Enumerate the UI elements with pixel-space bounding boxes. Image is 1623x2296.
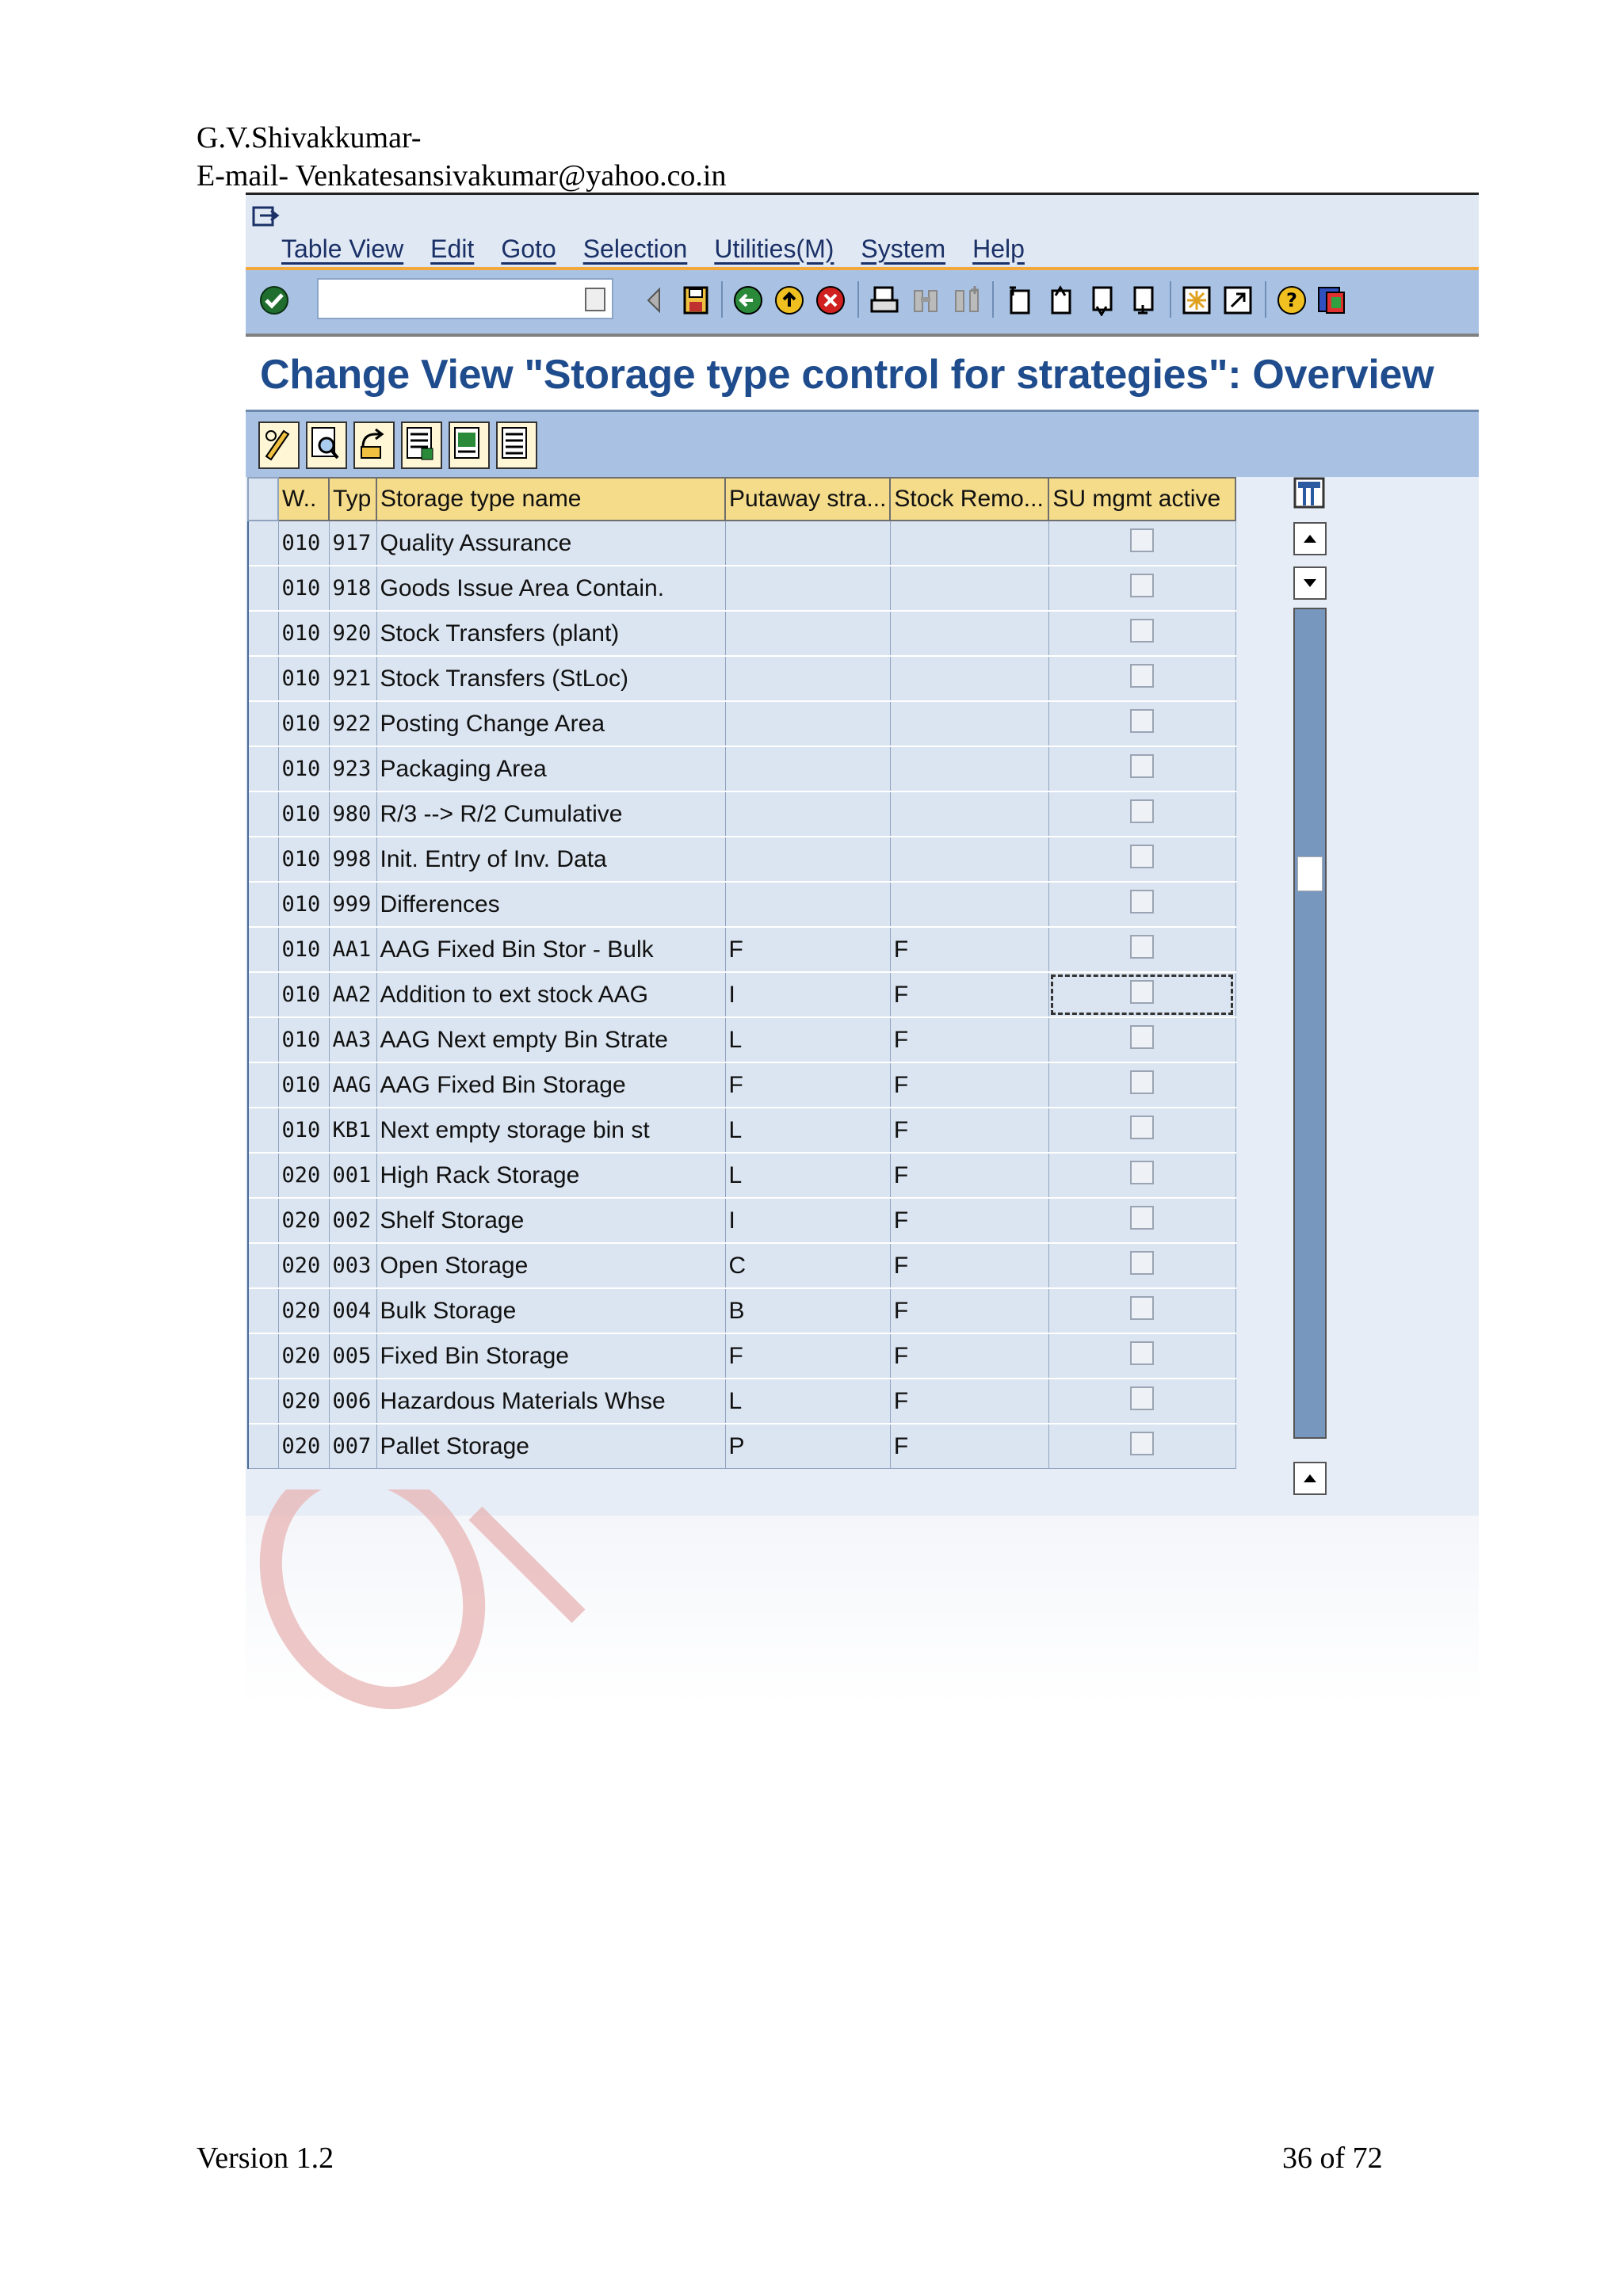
cell-stock-removal (890, 521, 1048, 566)
cell-storage-type: 005 (329, 1333, 376, 1379)
cell-putaway-strategy (725, 791, 890, 837)
row-selector[interactable] (248, 566, 278, 611)
cell-stock-removal: F (890, 1017, 1048, 1062)
previous-page-icon[interactable] (1044, 284, 1076, 316)
table-row[interactable] (248, 1062, 1235, 1108)
cell-warehouse: 010 (278, 882, 329, 927)
row-selector[interactable] (248, 1288, 278, 1333)
row-selector[interactable] (248, 1062, 278, 1108)
table-row[interactable] (248, 882, 1235, 927)
cell-su-mgmt-active[interactable] (1048, 972, 1235, 1017)
cell-warehouse: 010 (278, 1062, 329, 1108)
su-mgmt-checkbox[interactable] (1130, 935, 1154, 959)
table-row[interactable] (248, 746, 1235, 791)
cell-su-mgmt-active[interactable] (1048, 1062, 1235, 1108)
cell-su-mgmt-active[interactable] (1048, 1017, 1235, 1062)
cell-su-mgmt-active[interactable] (1048, 1424, 1235, 1469)
cell-warehouse: 010 (278, 566, 329, 611)
menu-bar (246, 195, 1479, 266)
su-mgmt-checkbox[interactable] (1130, 799, 1154, 823)
cell-putaway-strategy: F (725, 1333, 890, 1379)
email-line: E-mail- Venkatesansivakumar@yahoo.co.in (197, 159, 727, 193)
table-row[interactable] (248, 791, 1235, 837)
cell-storage-type-name: Quality Assurance (376, 521, 725, 566)
row-selector[interactable] (248, 837, 278, 882)
table-row[interactable] (248, 1288, 1235, 1333)
row-selector[interactable] (248, 1424, 278, 1469)
select-block-button[interactable] (449, 421, 490, 469)
cell-stock-removal: F (890, 1062, 1048, 1108)
cell-storage-type: 923 (329, 746, 376, 791)
row-selector[interactable] (248, 611, 278, 656)
cancel-icon[interactable] (815, 284, 846, 316)
table-row[interactable] (248, 1153, 1235, 1198)
help-icon[interactable] (1276, 284, 1308, 316)
layout-icon[interactable] (1316, 284, 1347, 316)
cell-storage-type-name: Posting Change Area (376, 701, 725, 746)
su-mgmt-checkbox[interactable] (1130, 574, 1154, 597)
cell-stock-removal: F (890, 1424, 1048, 1469)
su-mgmt-checkbox[interactable] (1130, 980, 1154, 1004)
next-page-icon[interactable] (1086, 284, 1117, 316)
cell-putaway-strategy: L (725, 1379, 890, 1424)
cell-storage-type-name: Addition to ext stock AAG (376, 972, 725, 1017)
page-title: Change View "Storage type control for strategies": Overview (260, 352, 1434, 398)
cell-storage-type: 007 (329, 1424, 376, 1469)
select-all-icon (403, 423, 437, 464)
cell-warehouse: 010 (278, 837, 329, 882)
table-control (246, 477, 1479, 1516)
version-label: Version 1.2 (197, 2142, 334, 2175)
menu-icon[interactable] (252, 204, 281, 230)
su-mgmt-checkbox[interactable] (1130, 1251, 1154, 1275)
cell-putaway-strategy: I (725, 972, 890, 1017)
row-selector[interactable] (248, 1108, 278, 1153)
cell-putaway-strategy: L (725, 1108, 890, 1153)
cell-su-mgmt-active[interactable] (1048, 837, 1235, 882)
display-change-button[interactable] (258, 421, 300, 469)
su-mgmt-checkbox[interactable] (1130, 1116, 1154, 1139)
cell-su-mgmt-active[interactable] (1048, 656, 1235, 701)
table-row[interactable] (248, 837, 1235, 882)
cell-stock-removal: F (890, 1288, 1048, 1333)
row-selector[interactable] (248, 1017, 278, 1062)
cell-storage-type-name: AAG Next empty Bin Strate (376, 1017, 725, 1062)
cell-putaway-strategy (725, 882, 890, 927)
cell-su-mgmt-active[interactable] (1048, 1243, 1235, 1288)
row-selector[interactable] (248, 972, 278, 1017)
cell-su-mgmt-active[interactable] (1048, 521, 1235, 566)
cell-storage-type: 001 (329, 1153, 376, 1198)
author-line: G.V.Shivakkumar- (197, 121, 422, 154)
cell-warehouse: 010 (278, 1017, 329, 1062)
menu-table-view[interactable]: Table View (281, 235, 404, 263)
su-mgmt-checkbox[interactable] (1130, 1161, 1154, 1184)
table-header-row (248, 478, 1235, 521)
cell-putaway-strategy: L (725, 1017, 890, 1062)
cell-stock-removal (890, 566, 1048, 611)
menu-selection[interactable]: Selection (582, 235, 688, 263)
cell-su-mgmt-active[interactable] (1048, 1333, 1235, 1379)
table-row[interactable] (248, 701, 1235, 746)
undo-button[interactable] (353, 421, 395, 469)
cell-storage-type-name: High Rack Storage (376, 1153, 725, 1198)
cell-storage-type-name: Fixed Bin Storage (376, 1333, 725, 1379)
cell-stock-removal: F (890, 1243, 1048, 1288)
cell-su-mgmt-active[interactable] (1048, 1379, 1235, 1424)
first-page-icon[interactable] (1003, 284, 1035, 316)
undo-icon (355, 423, 390, 464)
cell-su-mgmt-active[interactable] (1048, 791, 1235, 837)
select-all-rows-cell[interactable] (248, 478, 278, 521)
table-body (248, 521, 1235, 1469)
cell-storage-type-name: Packaging Area (376, 746, 725, 791)
cell-storage-type-name: Hazardous Materials Whse (376, 1379, 725, 1424)
su-mgmt-checkbox[interactable] (1130, 845, 1154, 868)
su-mgmt-checkbox[interactable] (1130, 1432, 1154, 1455)
table-row[interactable] (248, 656, 1235, 701)
table-row[interactable] (248, 1333, 1235, 1379)
cell-storage-type: KB1 (329, 1108, 376, 1153)
cell-storage-type-name: AAG Fixed Bin Stor - Bulk (376, 927, 725, 972)
command-history-icon[interactable] (585, 288, 605, 311)
table-row[interactable] (248, 1424, 1235, 1469)
magnifier-icon (307, 423, 342, 464)
table-row[interactable] (248, 972, 1235, 1017)
cell-putaway-strategy (725, 656, 890, 701)
cell-stock-removal: F (890, 1153, 1048, 1198)
cell-stock-removal: F (890, 972, 1048, 1017)
cell-storage-type: 003 (329, 1243, 376, 1288)
cell-putaway-strategy: I (725, 1198, 890, 1243)
menu-goto[interactable]: Goto (501, 235, 556, 263)
cell-su-mgmt-active[interactable] (1048, 1288, 1235, 1333)
cell-storage-type: 980 (329, 791, 376, 837)
cell-storage-type-name: Bulk Storage (376, 1288, 725, 1333)
cell-warehouse: 020 (278, 1333, 329, 1379)
cell-putaway-strategy: B (725, 1288, 890, 1333)
row-selector[interactable] (248, 1153, 278, 1198)
scroll-up-button[interactable] (1293, 522, 1327, 555)
col-header-stock-removal[interactable]: Stock Remo... (890, 478, 1048, 521)
sap-window (246, 193, 1479, 1516)
col-header-storage-type-name[interactable]: Storage type name (376, 478, 725, 521)
su-mgmt-checkbox[interactable] (1130, 1070, 1154, 1094)
table-row[interactable] (248, 521, 1235, 566)
cell-storage-type: AA1 (329, 927, 376, 972)
table-row[interactable] (248, 1243, 1235, 1288)
cell-putaway-strategy (725, 521, 890, 566)
select-all-button[interactable] (401, 421, 442, 469)
document-header (197, 119, 727, 195)
cell-warehouse: 010 (278, 1108, 329, 1153)
cell-warehouse: 010 (278, 791, 329, 837)
cell-stock-removal: F (890, 1198, 1048, 1243)
row-selector[interactable] (248, 656, 278, 701)
scroll-page-up-button[interactable] (1293, 1462, 1327, 1495)
cell-putaway-strategy (725, 746, 890, 791)
detail-button[interactable] (306, 421, 347, 469)
cell-storage-type-name: AAG Fixed Bin Storage (376, 1062, 725, 1108)
menu-help[interactable]: Help (972, 235, 1025, 263)
save-icon[interactable] (680, 284, 712, 316)
cell-storage-type-name: Init. Entry of Inv. Data (376, 837, 725, 882)
cell-storage-type: 998 (329, 837, 376, 882)
cell-su-mgmt-active[interactable] (1048, 701, 1235, 746)
cell-stock-removal (890, 791, 1048, 837)
cell-su-mgmt-active[interactable] (1048, 882, 1235, 927)
cell-storage-type: 002 (329, 1198, 376, 1243)
row-selector[interactable] (248, 1243, 278, 1288)
cell-stock-removal (890, 837, 1048, 882)
row-selector[interactable] (248, 521, 278, 566)
cell-su-mgmt-active[interactable] (1048, 611, 1235, 656)
arrow-up-icon (1295, 524, 1325, 554)
cell-su-mgmt-active[interactable] (1048, 1198, 1235, 1243)
cell-stock-removal: F (890, 1333, 1048, 1379)
su-mgmt-checkbox[interactable] (1130, 709, 1154, 733)
cell-storage-type: 917 (329, 521, 376, 566)
menu-system[interactable]: System (861, 235, 946, 263)
cell-stock-removal (890, 882, 1048, 927)
cell-su-mgmt-active[interactable] (1048, 1108, 1235, 1153)
cell-storage-type: 920 (329, 611, 376, 656)
cell-storage-type: AA2 (329, 972, 376, 1017)
storage-type-table (247, 477, 1236, 1469)
back-arrow-icon[interactable] (639, 284, 670, 316)
table-settings-icon[interactable] (1293, 477, 1325, 509)
scroll-thumb[interactable] (1297, 856, 1323, 891)
table-row[interactable] (248, 566, 1235, 611)
table-row[interactable] (248, 1108, 1235, 1153)
pencil-glasses-icon (260, 423, 295, 464)
cell-storage-type-name: Next empty storage bin st (376, 1108, 725, 1153)
cell-warehouse: 010 (278, 927, 329, 972)
cell-putaway-strategy: L (725, 1153, 890, 1198)
deselect-all-button[interactable] (496, 421, 537, 469)
cell-putaway-strategy (725, 566, 890, 611)
cell-putaway-strategy: F (725, 1062, 890, 1108)
cell-warehouse: 010 (278, 611, 329, 656)
cell-storage-type-name: Stock Transfers (plant) (376, 611, 725, 656)
screen-title-bar (246, 337, 1479, 412)
cell-stock-removal (890, 701, 1048, 746)
table-row[interactable] (248, 927, 1235, 972)
cell-storage-type: 921 (329, 656, 376, 701)
col-header-w[interactable]: W.. (278, 478, 329, 521)
su-mgmt-checkbox[interactable] (1130, 664, 1154, 688)
scroll-track[interactable] (1293, 608, 1327, 1439)
cell-stock-removal (890, 746, 1048, 791)
cell-putaway-strategy (725, 701, 890, 746)
col-header-su-mgmt-active[interactable]: SU mgmt active (1048, 478, 1235, 521)
last-page-icon[interactable] (1127, 284, 1159, 316)
exit-icon[interactable] (773, 284, 805, 316)
find-icon[interactable] (910, 284, 941, 316)
su-mgmt-checkbox[interactable] (1130, 528, 1154, 552)
cell-storage-type: 999 (329, 882, 376, 927)
row-selector[interactable] (248, 882, 278, 927)
vertical-scrollbar[interactable] (1292, 477, 1327, 1516)
application-toolbar (246, 412, 1479, 477)
cell-storage-type-name: Shelf Storage (376, 1198, 725, 1243)
row-selector[interactable] (248, 701, 278, 746)
command-input[interactable] (319, 280, 585, 315)
svg-text:?: ? (1286, 289, 1297, 311)
cell-su-mgmt-active[interactable] (1048, 746, 1235, 791)
menu-items (281, 235, 1052, 264)
scroll-down-button[interactable] (1293, 566, 1327, 600)
row-selector[interactable] (248, 746, 278, 791)
cell-warehouse: 020 (278, 1288, 329, 1333)
cell-stock-removal: F (890, 1379, 1048, 1424)
select-block-icon (450, 423, 485, 464)
cell-putaway-strategy (725, 837, 890, 882)
table-row[interactable] (248, 1017, 1235, 1062)
cell-storage-type-name: Stock Transfers (StLoc) (376, 656, 725, 701)
row-selector[interactable] (248, 1379, 278, 1424)
cell-warehouse: 020 (278, 1379, 329, 1424)
cell-stock-removal: F (890, 1108, 1048, 1153)
table-row[interactable] (248, 1198, 1235, 1243)
cell-su-mgmt-active[interactable] (1048, 927, 1235, 972)
menu-edit[interactable]: Edit (430, 235, 475, 263)
cell-su-mgmt-active[interactable] (1048, 1153, 1235, 1198)
cell-warehouse: 010 (278, 656, 329, 701)
cell-warehouse: 010 (278, 972, 329, 1017)
cell-warehouse: 020 (278, 1153, 329, 1198)
row-selector[interactable] (248, 1198, 278, 1243)
page-number: 36 of 72 (1282, 2142, 1383, 2175)
row-selector[interactable] (248, 927, 278, 972)
arrow-down-icon (1295, 568, 1325, 598)
print-icon[interactable] (869, 284, 900, 316)
cell-warehouse: 020 (278, 1424, 329, 1469)
cell-putaway-strategy: F (725, 927, 890, 972)
new-session-icon[interactable] (1181, 284, 1212, 316)
enter-icon[interactable] (258, 284, 290, 316)
cell-storage-type-name: R/3 --> R/2 Cumulative (376, 791, 725, 837)
su-mgmt-checkbox[interactable] (1130, 754, 1154, 778)
su-mgmt-checkbox[interactable] (1130, 1206, 1154, 1230)
cell-storage-type-name: Differences (376, 882, 725, 927)
cell-warehouse: 010 (278, 746, 329, 791)
cell-putaway-strategy: C (725, 1243, 890, 1288)
arrow-up-icon (1295, 1463, 1325, 1493)
cell-warehouse: 010 (278, 701, 329, 746)
cell-stock-removal (890, 656, 1048, 701)
cell-storage-type: 918 (329, 566, 376, 611)
cell-storage-type-name: Pallet Storage (376, 1424, 725, 1469)
shortcut-icon[interactable] (1222, 284, 1254, 316)
row-selector[interactable] (248, 1333, 278, 1379)
cell-putaway-strategy (725, 611, 890, 656)
su-mgmt-checkbox[interactable] (1130, 1386, 1154, 1410)
su-mgmt-checkbox[interactable] (1130, 1341, 1154, 1365)
cell-storage-type: AA3 (329, 1017, 376, 1062)
find-next-icon[interactable] (951, 284, 983, 316)
col-header-typ[interactable]: Typ (329, 478, 376, 521)
cell-storage-type: AAG (329, 1062, 376, 1108)
back-icon[interactable] (732, 284, 764, 316)
watermark (230, 1489, 785, 1751)
cell-storage-type: 004 (329, 1288, 376, 1333)
cell-storage-type-name: Open Storage (376, 1243, 725, 1288)
cell-storage-type-name: Goods Issue Area Contain. (376, 566, 725, 611)
su-mgmt-checkbox[interactable] (1130, 1025, 1154, 1049)
menu-utilities-m[interactable]: Utilities(M) (714, 235, 834, 263)
col-header-putaway-strategy[interactable]: Putaway stra... (725, 478, 890, 521)
su-mgmt-checkbox[interactable] (1130, 619, 1154, 643)
cell-storage-type: 922 (329, 701, 376, 746)
cell-warehouse: 020 (278, 1243, 329, 1288)
cell-su-mgmt-active[interactable] (1048, 566, 1235, 611)
su-mgmt-checkbox[interactable] (1130, 1296, 1154, 1320)
deselect-all-icon (498, 423, 533, 464)
cell-warehouse: 010 (278, 521, 329, 566)
cell-storage-type: 006 (329, 1379, 376, 1424)
cell-stock-removal (890, 611, 1048, 656)
command-field[interactable] (317, 278, 613, 319)
table-row[interactable] (248, 1379, 1235, 1424)
standard-toolbar (246, 270, 1479, 337)
cell-putaway-strategy: P (725, 1424, 890, 1469)
table-row[interactable] (248, 611, 1235, 656)
su-mgmt-checkbox[interactable] (1130, 890, 1154, 913)
cell-warehouse: 020 (278, 1198, 329, 1243)
row-selector[interactable] (248, 791, 278, 837)
cell-stock-removal: F (890, 927, 1048, 972)
